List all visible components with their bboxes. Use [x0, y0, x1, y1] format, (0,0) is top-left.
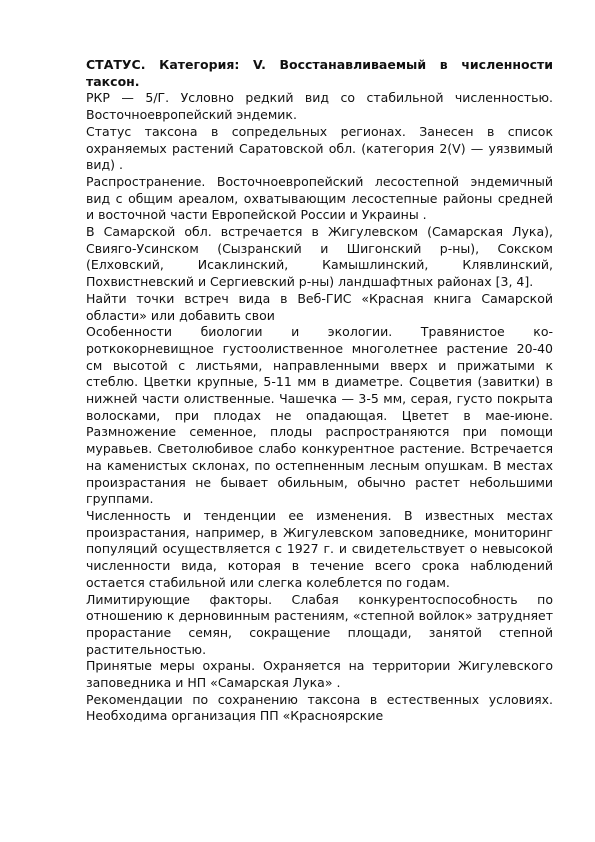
paragraph-limiting-factors: Лимитирующие факторы. Слабая конкурентоспособность по отношению к дерновинным растениям, «степной войлок» затрудняет прорастание семян, сокращение площади, занятой степной растительностью.	[86, 591, 553, 657]
paragraph-population-trends: Численность и тенденции ее изменения. В известных местах произрастания, например, в Жигулевском заповеднике, мониторинг популяций осуществляется с 1927 г. и свидетельствует о невысокой численности вида, которая в течение всего срока наблюдений остается стабильной или слегка колеблется по годам.	[86, 507, 553, 590]
paragraph-biology-ecology: Особенности биологии и экологии. Травянистое ко-роткокорневищное густоолиственное многолетнее растение 20-40 см высотой с листьями, направленными вверх и прижатыми к стеблю. Цветки крупные, 5-11 мм в диаметре. Соцветия (завитки) в нижней части олиственные. Чашечка — 3-5 мм, серая, густо покрыта волосками, при плодах не опадающая. Цветет в мае-июне. Размножение семенное, плоды распространяются при помощи муравьев. Светолюбивое слабо конкурентное растение. Встречается на каменистых склонах, по остепненным лесным опушкам. В местах произрастания не бывает обильным, обычно растет небольшими группами.	[86, 324, 553, 507]
paragraph-rkr: РКР — 5/Г. Условно редкий вид со стабильной численностью. Восточноевропейский эндемик.	[86, 90, 553, 123]
paragraph-samara-occurrence: В Самарской обл. встречается в Жигулевском (Самарская Лука), Свияго-Усинском (Сызранский и Шигонский р-ны), Сокском (Елховский, Исаклинский, Камышлинский, Клявлинский, Похвистневский и Сергиевский р-ны) ландшафтных районах [3, 4].	[86, 224, 553, 290]
paragraph-distribution: Распространение. Восточноевропейский лесостепной эндемичный вид с общим ареалом, охватывающим лесостепные районы средней и восточной части Европейской России и Украины .	[86, 173, 553, 223]
paragraph-recommendations: Рекомендации по сохранению таксона в естественных условиях. Необходима организация ПП «Красноярские	[86, 691, 553, 724]
document-page	[86, 57, 553, 725]
paragraph-neighbor-status: Статус таксона в сопредельных регионах. Занесен в список охраняемых растений Саратовской обл. (категория 2(V) — уязвимый вид) .	[86, 123, 553, 173]
status-heading: СТАТУС. Категория: V. Восстанавливаемый в численности таксон.	[86, 57, 553, 89]
paragraph-webgis-link: Найти точки встреч вида в Веб-ГИС «Красная книга Самарской области» или добавить свои	[86, 290, 553, 323]
paragraph-protection-measures: Принятые меры охраны. Охраняется на территории Жигулевского заповедника и НП «Самарская Лука» .	[86, 658, 553, 691]
